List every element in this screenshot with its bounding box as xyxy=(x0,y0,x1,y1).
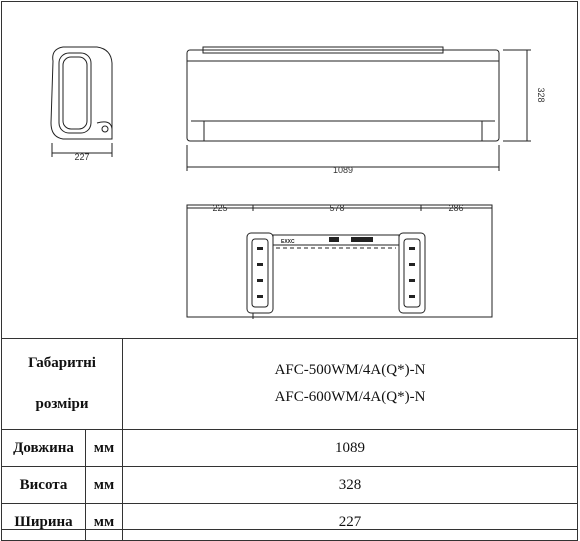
row-label: Довжина xyxy=(2,430,86,467)
bracket-left-label: 225 xyxy=(212,203,228,213)
model-name: AFC-600WM/4A(Q*)-N xyxy=(274,389,426,405)
row-label: Ширина xyxy=(2,504,86,541)
row-label: Висота xyxy=(2,467,86,504)
row-unit: мм xyxy=(86,430,123,467)
bracket-details xyxy=(257,237,415,298)
table-row xyxy=(2,430,578,467)
row-unit: мм xyxy=(86,504,123,541)
models-cell xyxy=(123,339,578,430)
dimensions-header-cell xyxy=(2,339,123,430)
bracket-right-label: 286 xyxy=(448,203,464,213)
side-depth-label: 227 xyxy=(74,152,90,162)
dimensions-table xyxy=(1,338,578,541)
model-header-row xyxy=(2,339,578,430)
front-width-label: 1089 xyxy=(332,165,354,175)
bracket-view xyxy=(187,205,492,319)
row-value: 328 xyxy=(123,467,578,504)
header-label-line2: розміри xyxy=(35,396,89,412)
row-unit: мм xyxy=(86,467,123,504)
front-view xyxy=(187,47,531,171)
row-value: 227 xyxy=(123,504,578,541)
table-row xyxy=(2,504,578,541)
brand-mark: EXXC xyxy=(281,239,295,245)
model-name: AFC-500WM/4A(Q*)-N xyxy=(274,361,426,378)
technical-drawing xyxy=(1,1,577,338)
bracket-middle-label: 578 xyxy=(329,203,345,213)
front-height-label: 328 xyxy=(536,87,546,103)
side-view xyxy=(51,47,112,157)
header-label-line1: Габаритні xyxy=(28,354,96,371)
row-value: 1089 xyxy=(123,430,578,467)
table-row xyxy=(2,467,578,504)
